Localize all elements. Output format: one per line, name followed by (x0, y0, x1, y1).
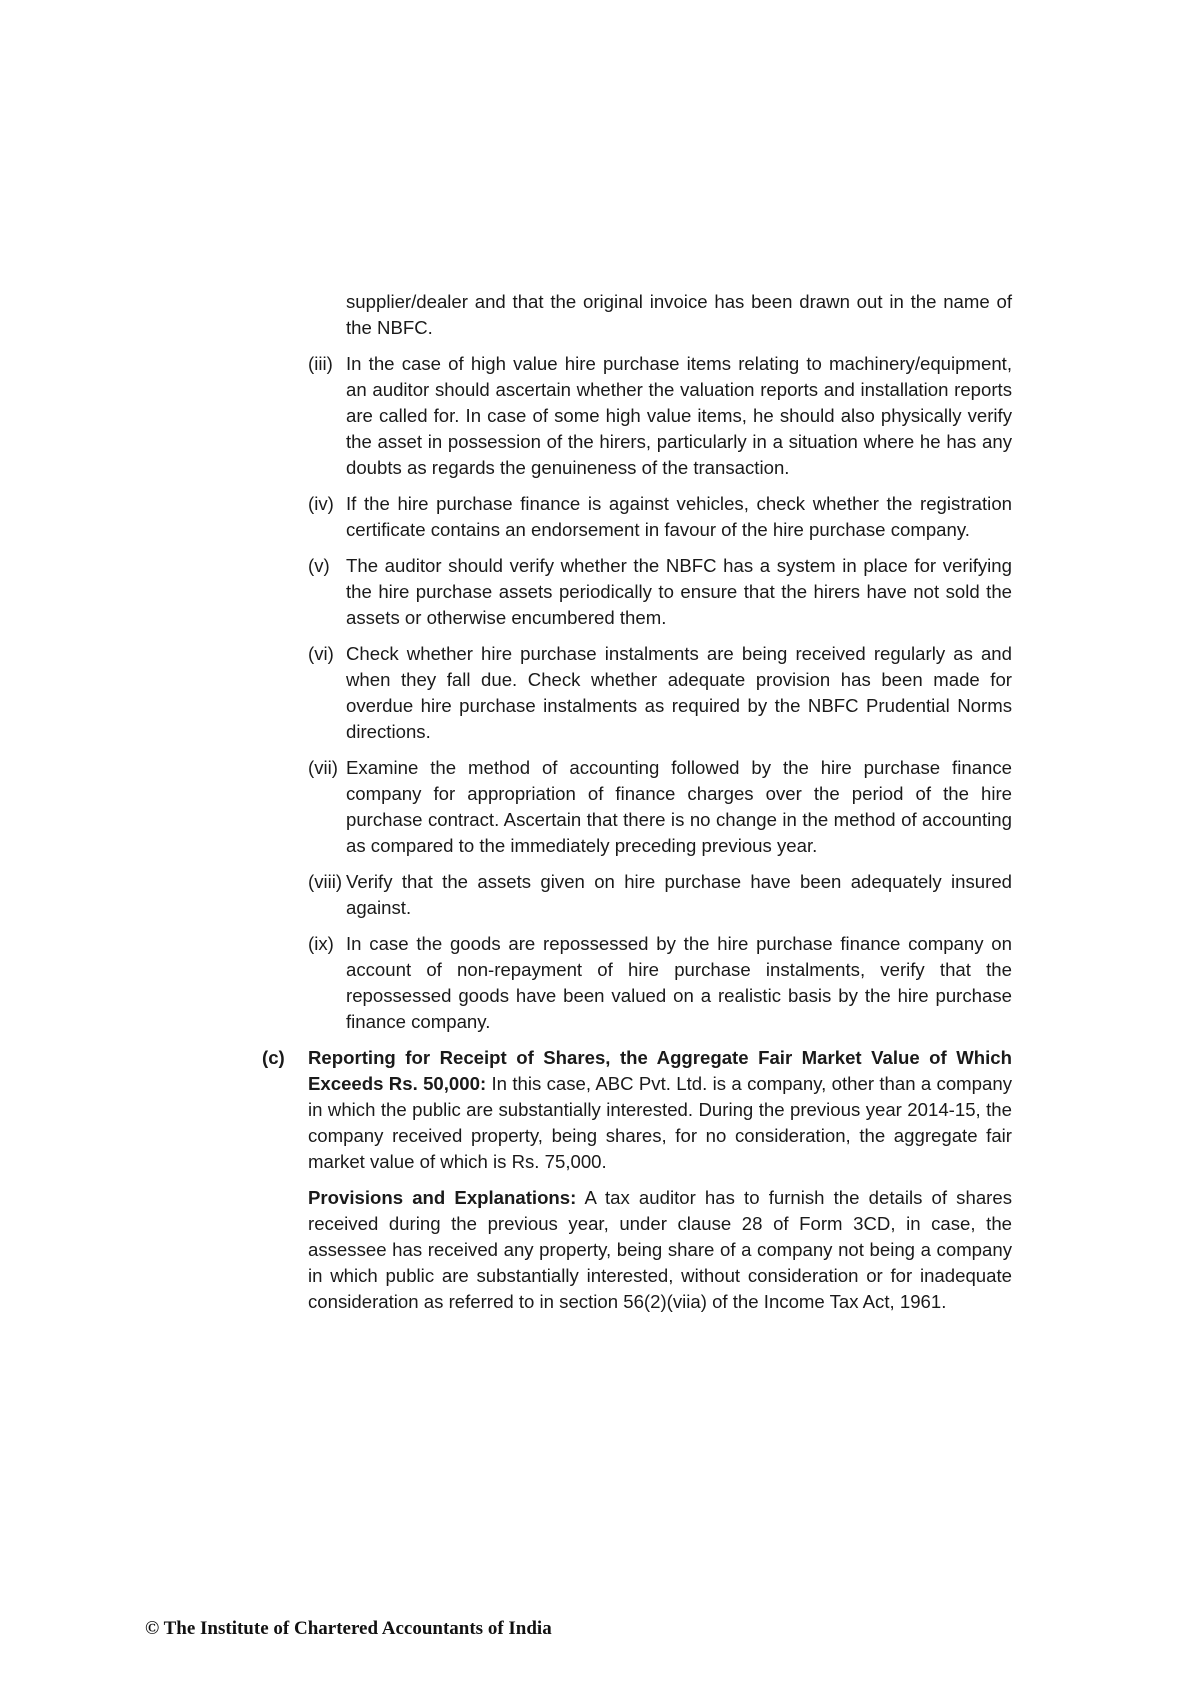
list-item-number: (iv) (308, 493, 334, 514)
list-item-number: (vii) (308, 757, 338, 778)
list-item (308, 755, 1012, 859)
footer-copyright: © The Institute of Chartered Accountants of India (145, 1618, 552, 1639)
section-body: In this case, ABC Pvt. Ltd. is a company, other than a company in which the public are substantially interested. During the previous year 2014-15, the company received property, being shares, for no consideration, the aggregate fair market value of which is Rs. 75,000. (308, 1073, 1012, 1172)
list-item-number: (v) (308, 555, 330, 576)
list-item (308, 869, 1012, 921)
list-item-text: In the case of high value hire purchase items relating to machinery/equipment, an auditor should ascertain whether the valuation reports and installation reports are called for. In case of some high value items, he should also physically verify the asset in possession of the hirers, particularly in a situation where he has any doubts as regards the genuineness of the transaction. (346, 353, 1012, 478)
continuation-paragraph: supplier/dealer and that the original invoice has been drawn out in the name of the NBFC. (346, 291, 1012, 338)
list-item-text: The auditor should verify whether the NBFC has a system in place for verifying the hire purchase assets periodically to ensure that the hirers have not sold the assets or otherwise encumbered them. (346, 555, 1012, 628)
list-item-text: Verify that the assets given on hire purchase have been adequately insured against. (346, 871, 1012, 918)
section-c (262, 1045, 1012, 1175)
list-item-text: Examine the method of accounting followed by the hire purchase finance company for appropriation of finance charges over the period of the hire purchase contract. Ascertain that there is no change in the method of accounting as compared to the immediately preceding previous year. (346, 757, 1012, 856)
list-item-number: (viii) (308, 871, 343, 892)
provisions-body: A tax auditor has to furnish the details of shares received during the previous year, under clause 28 of Form 3CD, in case, the assessee has received any property, being share of a company not being a company in which public are substantially interested, without consideration or for inadequate consideration as referred to in section 56(2)(viia) of the Income Tax Act, 1961. (308, 1187, 1012, 1312)
provisions-paragraph (308, 1185, 1012, 1315)
list-item-number: (iii) (308, 353, 333, 374)
provisions-heading: Provisions and Explanations: (308, 1187, 577, 1208)
list-item (308, 491, 1012, 543)
list-item (308, 351, 1012, 481)
list-item-number: (vi) (308, 643, 334, 664)
list-item (308, 553, 1012, 631)
list-item-text: Check whether hire purchase instalments are being received regularly as and when they fall due. Check whether adequate provision has been made for overdue hire purchase instalments as required by the NBFC Prudential Norms directions. (346, 643, 1012, 742)
list-item-number: (ix) (308, 933, 334, 954)
section-heading: Reporting for Receipt of Shares, the Aggregate Fair Market Value of Which Exceeds Rs. 50,000: (308, 1047, 1012, 1094)
list-item-text: In case the goods are repossessed by the hire purchase finance company on account of non-repayment of hire purchase instalments, verify that the repossessed goods have been valued on a realistic basis by the hire purchase finance company. (346, 933, 1012, 1032)
list-item (308, 641, 1012, 745)
page-content (262, 289, 1012, 1315)
roman-numeral-list (262, 351, 1012, 1035)
list-item (308, 931, 1012, 1035)
list-item-text: If the hire purchase finance is against vehicles, check whether the registration certificate contains an endorsement in favour of the hire purchase company. (346, 493, 1012, 540)
section-letter: (c) (262, 1047, 285, 1068)
